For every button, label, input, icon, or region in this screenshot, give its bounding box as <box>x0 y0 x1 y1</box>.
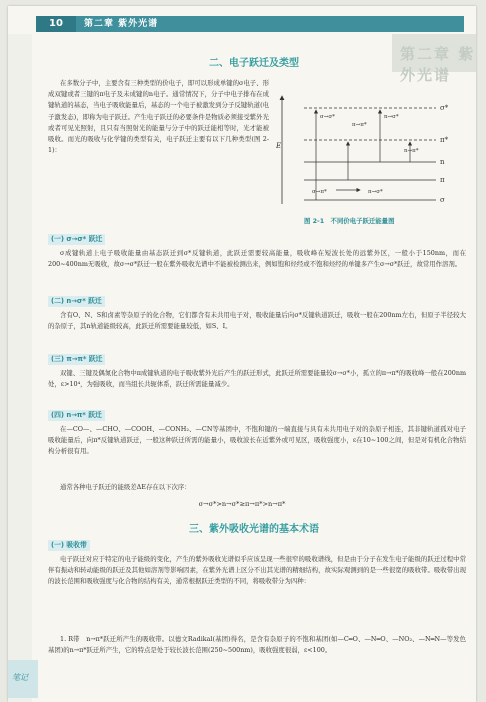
level-label-n: n <box>440 158 445 166</box>
page-header <box>36 16 464 32</box>
subsection-heading-absorption-band: (一) 吸收带 <box>48 540 90 551</box>
r-band-paragraph: 1. R带 n→π*跃迁所产生的吸收带。以德文Radikal(基团)得名，是含有杂原子的不饱和基团(如—C═O、—N═O、—NO₂、—N═N—等发色基团)的n→π*跃迁所产生，它的特点是处于较长波长范围(250~500nm)，吸收强度很弱，ε<100。 <box>48 635 466 655</box>
level-label-sigma-star: σ* <box>440 104 449 112</box>
diagram-caption: 图 2-1 不同价电子跃迁能量图 <box>304 217 395 225</box>
subsection-heading-4: (四) n→π* 跃迁 <box>48 410 105 421</box>
page-number: 10 <box>36 16 76 32</box>
notes-tab-label: 笔记 <box>12 673 28 682</box>
section-heading-electron-transitions: 二、电子跃迁及类型 <box>209 58 299 69</box>
energy-level-diagram <box>276 88 464 212</box>
level-label-pi-star: π* <box>440 136 449 144</box>
watermark-text: 第二章 紫外光谱 <box>400 45 476 84</box>
level-label-sigma: σ <box>440 196 445 204</box>
transition-label-n-sigma-star: n→σ* <box>384 114 399 120</box>
subsection-text-1: σ成键轨道上电子吸收能量由基态跃迁到σ*反键轨道，此跃迁需要较高能量，吸收峰在短波长处的远紫外区，一般小于150nm，而在200~400nm无吸收，故σ→σ*跃迁一般在紫外吸收光谱中不能被检测出来，例如饱和烃经或不饱和烃经的单键多产生σ→σ*跃迁，故常用作溶剂。 <box>48 249 466 269</box>
section-heading-uv-terms: 三、紫外吸收光谱的基本术语 <box>189 524 319 535</box>
intro-paragraph: 在多数分子中，主要含有三种类型的价电子，即可以形成单键的σ电子、形成双键或者三键的π电子及未成键的n电子。通常情况下，分子中电子排布在成键轨道的基态，当电子吸收能量后，基态的一个电子被激发到分子反键轨道(电子激发态)，即称为电子跃迁。产生电子跃迁的必要条件是物质必须接受紫外光或者可见光照射，且只有当照射光的能量与分子中的跃迁能相等时，光才能被吸收。而光的吸收与化学键的类型有关，电子跃迁主要有以下几种类型(图 2-1)： <box>48 79 269 155</box>
subsection-text-4: 在—CO—、—CHO、—COOH、—CONH₂、—CN等基团中，不饱和键的一端直接与具有未共用电子对的杂原子相连，其非键轨道孤对电子吸收能量后，向π*反键轨道跃迁，一般这种跃迁所需的能量小，吸收波长在近紫外或可见区，吸收强度小，ε在10~100之间，但是对有机化合物结构分析很有用。 <box>48 425 466 456</box>
notes-tab <box>8 660 38 698</box>
subsection-heading-2: (二) n→σ* 跃迁 <box>48 296 105 307</box>
subsection-heading-3: (三) π→π* 跃迁 <box>48 354 105 365</box>
subsection-heading-1: (一) σ→σ* 跃迁 <box>48 234 105 245</box>
transition-label-n-pi-star: n→π* <box>404 148 419 154</box>
transition-label-sigma-pi-star: σ→π* <box>312 189 327 195</box>
transition-label-pi-sigma-star: π→σ* <box>368 189 383 195</box>
transition-label-sigma-sigma-star: σ→σ* <box>320 114 335 120</box>
order-formula: σ→σ*>n→σ*≥π→π*>n→π* <box>198 500 286 508</box>
subsection-text-3: 双键、三键及偶氮化合物中π成键轨道的电子吸收紫外光后产生的跃迁形式，此跃迁所需要能量较σ→σ*小，孤立的π→π*的吸收峰一般在200nm处，ε>10⁴，为强吸收，而当组长共轭体系，跃迁所需能量减少。 <box>48 369 466 389</box>
energy-axis-label: E <box>276 142 282 150</box>
order-text: 通常各种电子跃迁的能级差ΔE存在以下次序： <box>60 483 191 491</box>
sidebar-decoration <box>8 34 32 702</box>
transition-label-pi-pi-star: π→π* <box>352 122 367 128</box>
absorption-band-paragraph: 电子跃迁对应于特定的电子能级的变化，产生的紫外吸收光谱似乎应该呈现一些很窄的吸收谱线，但是由于分子在发生电子能级的跃迁过程中常伴有振动和转动能级的跃迁及其他如溶剂等影响因素，在紫外光谱上区分不出其光谱的精细结构，故实际观测到的是一些很宽的吸收带。吸收带出现的波长范围和吸收强度与化合物的结构有关，通常根据跃迁类型的不同，将吸收带分为四种： <box>48 555 466 586</box>
level-label-pi: π <box>440 176 445 184</box>
subsection-text-2: 含有O、N、S和卤素等杂原子的化合物，它们都含有未共用电子对，吸收能量后向σ*反键轨道跃迁，吸收一般在200nm左右，但原子半径较大的杂原子，其n轨道能级较高，此跃迁所需要能量较低，如S、I。 <box>48 311 466 331</box>
book-page <box>8 6 476 702</box>
chapter-title: 第二章 紫外光谱 <box>84 19 159 29</box>
